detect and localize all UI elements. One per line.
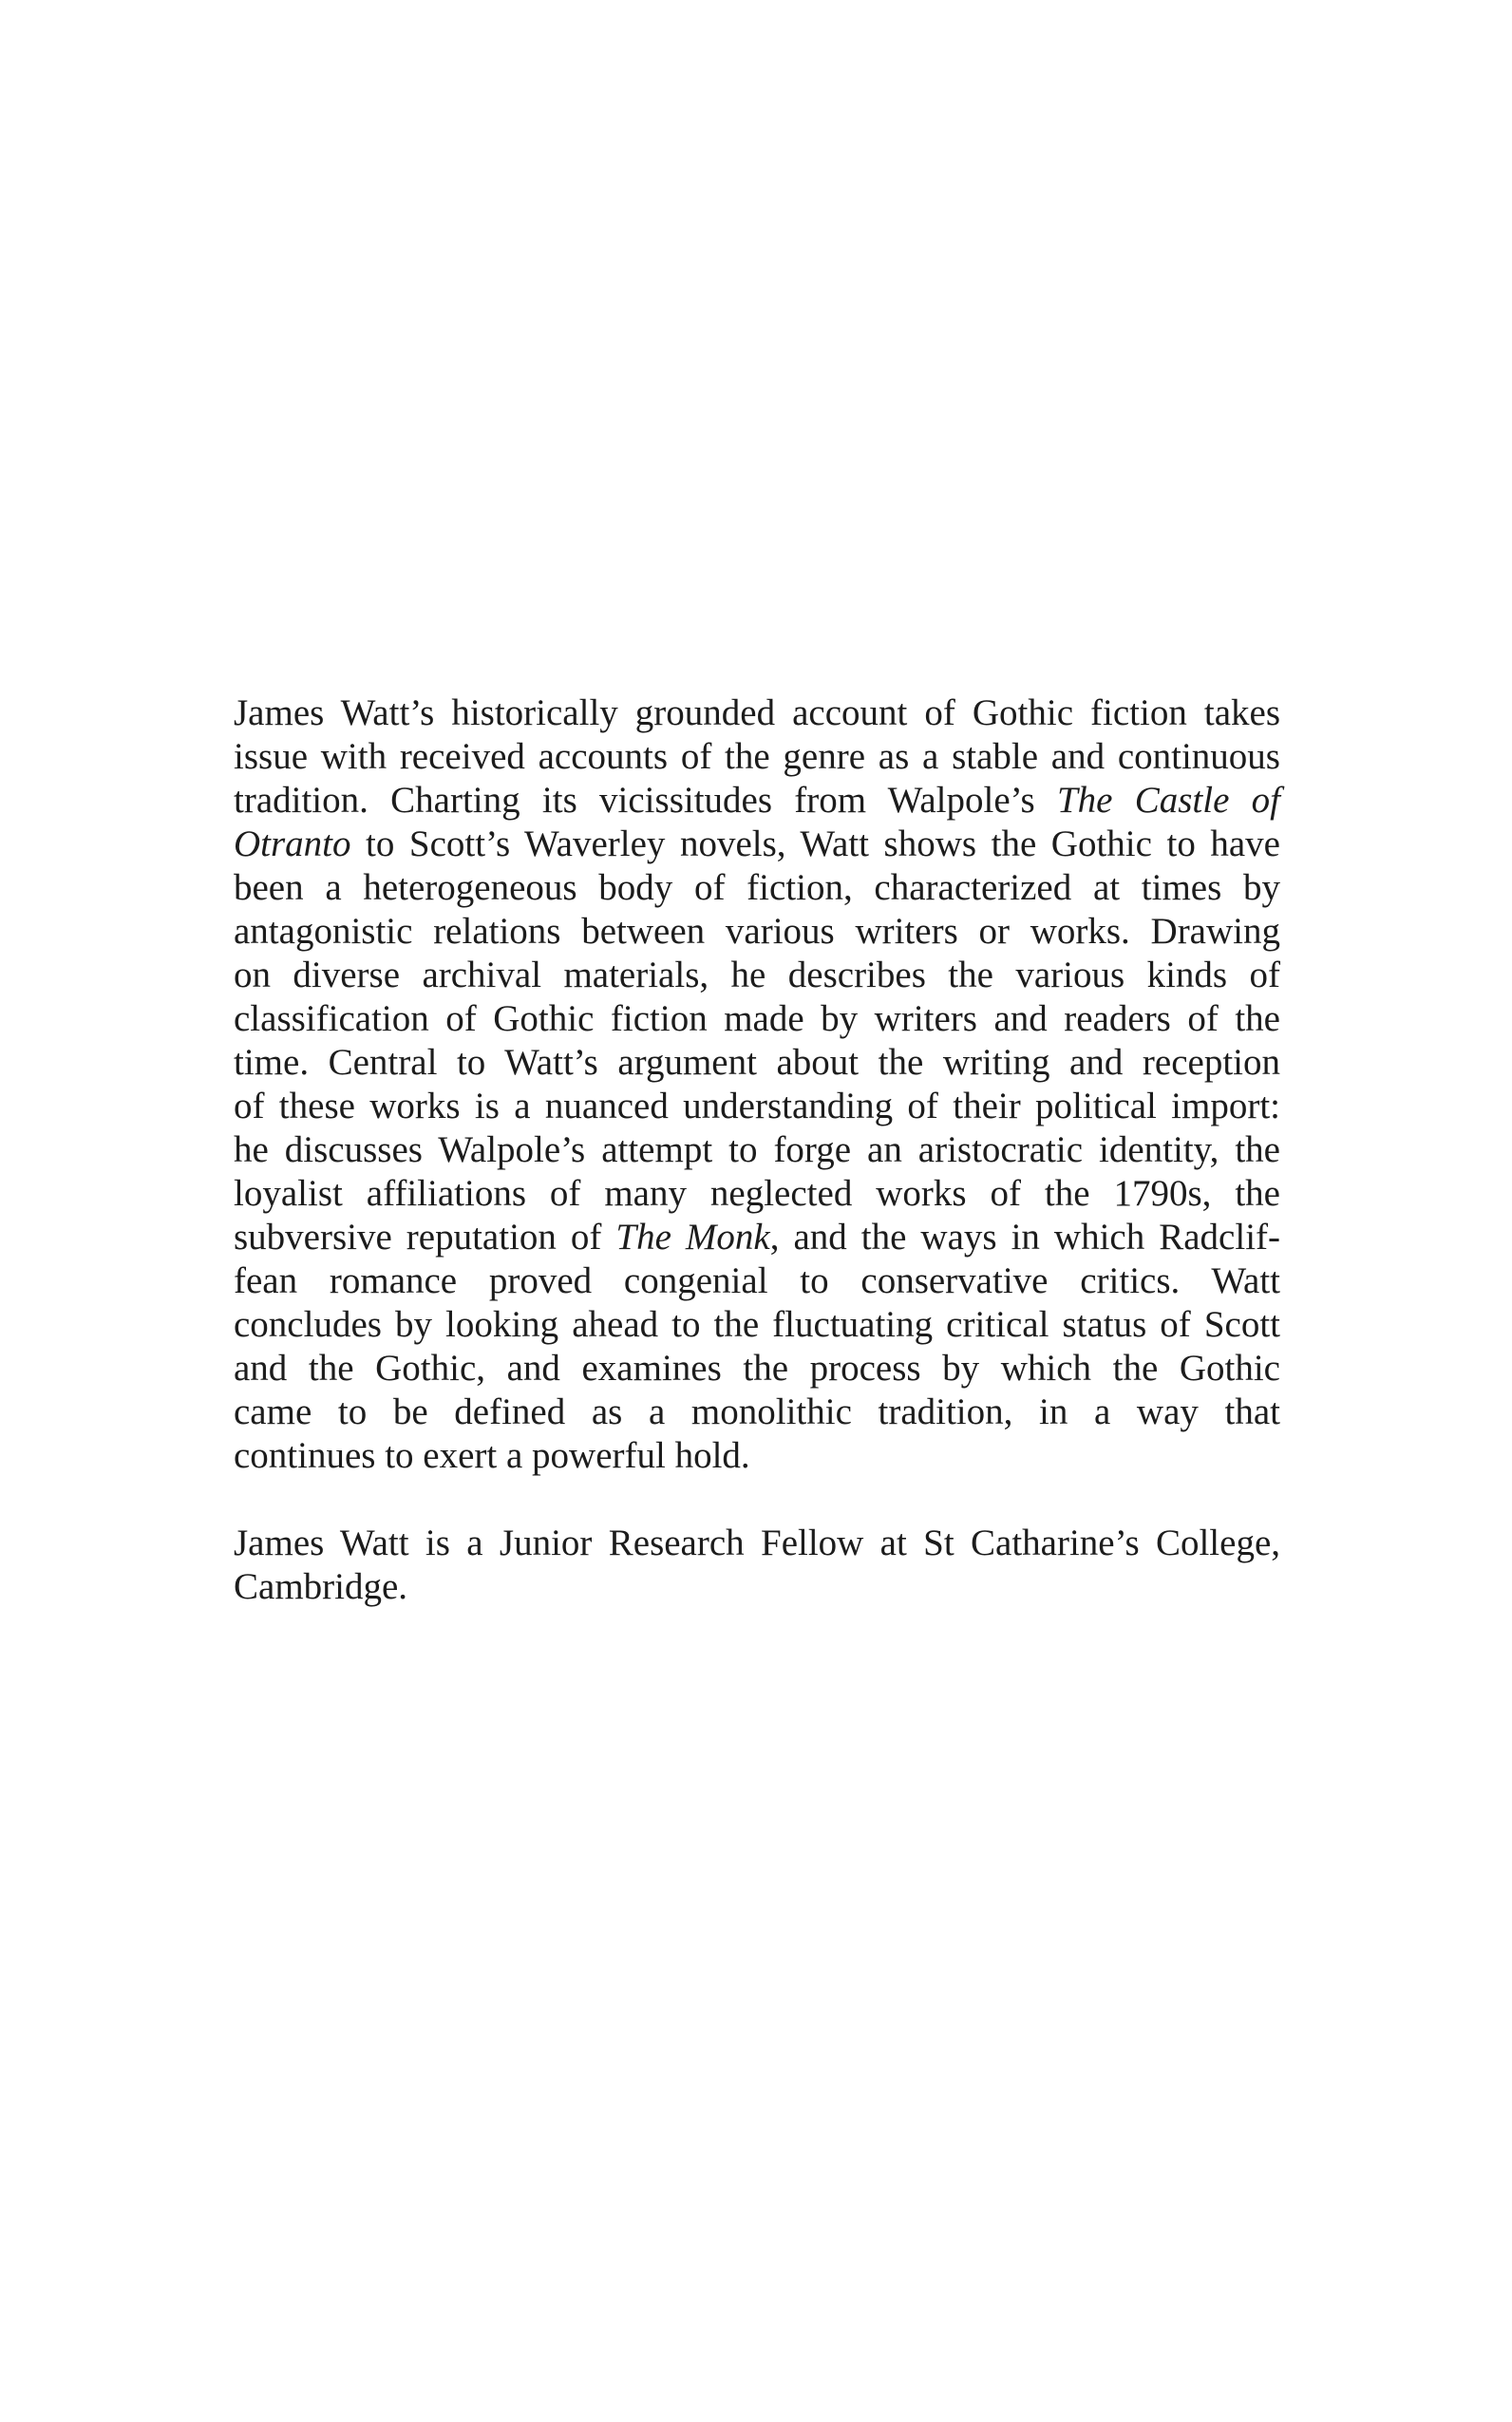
text-line: issue with received accounts of the genre as a stable and continuous (234, 736, 1280, 777)
text-line: been a heterogeneous body of fiction, characterized at times by (234, 867, 1280, 908)
text-line: on diverse archival materials, he describes the various kinds of (234, 955, 1280, 995)
text-line: subversive reputation of The Monk, and the ways in which Radclif- (234, 1217, 1280, 1258)
text-line: James Watt’s historically grounded account of Gothic fiction takes (234, 692, 1280, 733)
text-line: James Watt is a Junior Research Fellow at St Catharine’s College, (234, 1523, 1280, 1563)
text-line: concludes by looking ahead to the fluctuating critical status of Scott (234, 1304, 1280, 1345)
text-line: came to be defined as a monolithic tradition, in a way that (234, 1391, 1280, 1432)
text-line: of these works is a nuanced understanding of their political import: (234, 1086, 1280, 1126)
back-cover-text (234, 691, 1280, 1609)
text-line: antagonistic relations between various writers or works. Drawing (234, 911, 1280, 952)
paragraph-gap (234, 1478, 1280, 1522)
text-line: loyalist affiliations of many neglected works of the 1790s, the (234, 1173, 1280, 1214)
text-line: and the Gothic, and examines the process by which the Gothic (234, 1348, 1280, 1389)
author-note (234, 1522, 1280, 1609)
book-description (234, 691, 1280, 1478)
text-line: time. Central to Watt’s argument about the writing and reception (234, 1042, 1280, 1083)
text-line: fean romance proved congenial to conservative critics. Watt (234, 1260, 1280, 1301)
text-line: Otranto to Scott’s Waverley novels, Watt shows the Gothic to have (234, 823, 1280, 864)
text-line: continues to exert a powerful hold. (234, 1435, 750, 1476)
text-line: Cambridge. (234, 1566, 408, 1607)
text-line: tradition. Charting its vicissitudes from Walpole’s The Castle of (234, 780, 1280, 821)
text-line: he discusses Walpole’s attempt to forge an aristocratic identity, the (234, 1129, 1280, 1170)
text-line: classification of Gothic fiction made by writers and readers of the (234, 998, 1280, 1039)
